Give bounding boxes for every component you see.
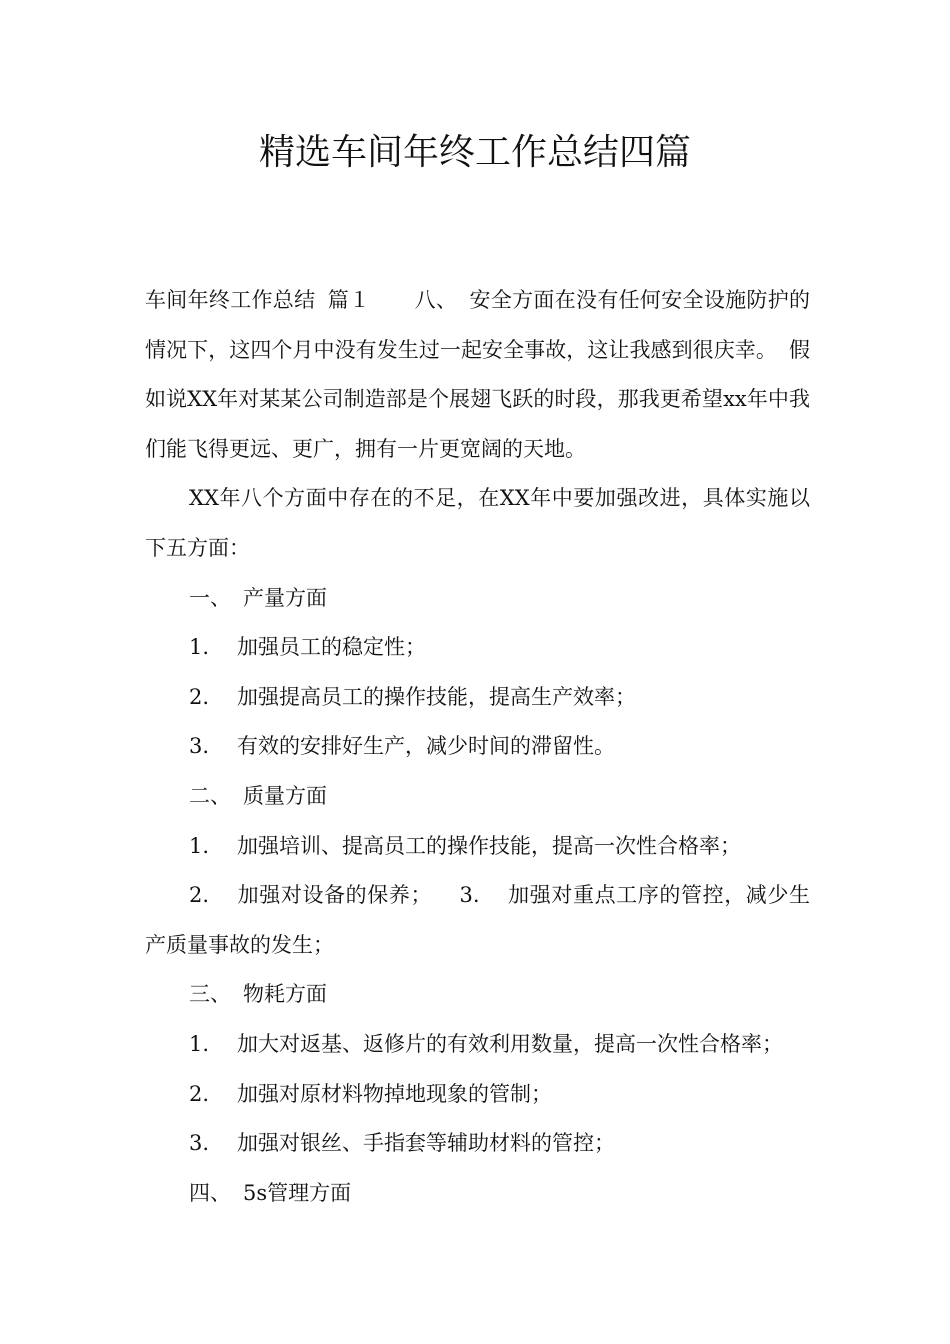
document-title: 精选车间年终工作总结四篇 bbox=[258, 132, 691, 173]
item-number: 3. bbox=[189, 1131, 210, 1156]
list-item bbox=[145, 1070, 810, 1120]
item-text: 加强对设备的保养； bbox=[237, 883, 432, 908]
item-text: 加强员工的稳定性； bbox=[237, 635, 427, 660]
section-marker: 二、 bbox=[189, 783, 231, 808]
section-title: 质量方面 bbox=[243, 783, 327, 808]
section-title: 产量方面 bbox=[243, 585, 327, 610]
section-title: 物耗方面 bbox=[243, 982, 327, 1007]
list-item bbox=[145, 1020, 810, 1070]
summary-paragraph: XX年八个方面中存在的不足，在XX年中要加强改进，具体实施以下五方面： bbox=[145, 486, 810, 560]
item-number: 3. bbox=[459, 883, 480, 908]
item-number: 3. bbox=[189, 734, 210, 759]
item-text: 加大对返基、返修片的有效利用数量，提高一次性合格率； bbox=[237, 1031, 784, 1056]
item-number: 2. bbox=[189, 883, 210, 908]
document-body bbox=[145, 276, 810, 1218]
list-item bbox=[145, 722, 810, 772]
item-text: 加强对银丝、手指套等辅助材料的管控； bbox=[237, 1131, 616, 1156]
section-marker: 四、 bbox=[189, 1180, 231, 1205]
item-number: 2. bbox=[189, 1081, 210, 1106]
item-text: 加强对原材料物掉地现象的管制； bbox=[237, 1081, 553, 1106]
item-text: 有效的安排好生产，减少时间的滞留性。 bbox=[237, 734, 616, 759]
section-marker: 一、 bbox=[189, 585, 231, 610]
item8-text: 安全方面在没有任何安全设施防护的情况下，这四个月中没有发生过一起安全事故，这让我感到很庆幸。 bbox=[145, 288, 811, 362]
section-marker: 三、 bbox=[189, 982, 231, 1007]
item8-marker: 八、 bbox=[414, 288, 458, 312]
list-item bbox=[145, 822, 810, 872]
item-number: 1. bbox=[189, 833, 210, 858]
item-text: 加强提高员工的操作技能，提高生产效率； bbox=[237, 684, 637, 709]
intro-label: 车间年终工作总结 bbox=[145, 288, 316, 312]
intro-piece: 篇１ bbox=[327, 288, 371, 312]
list-item bbox=[145, 871, 810, 970]
item-number: 2. bbox=[189, 684, 210, 709]
section-title: 5s管理方面 bbox=[243, 1180, 352, 1205]
intro-continuation: 假如说XX年对某某公司制造部是个展翅飞跃的时段，那我更希望xx年中我们能飞得更远、更广，拥有一片更宽阔的天地。 bbox=[145, 337, 811, 461]
section-heading bbox=[145, 1169, 810, 1219]
section-heading bbox=[145, 970, 810, 1020]
item-text: 加强培训、提高员工的操作技能，提高一次性合格率； bbox=[237, 833, 742, 858]
list-item bbox=[145, 623, 810, 673]
section-heading bbox=[145, 574, 810, 624]
item-number: 1. bbox=[189, 635, 210, 660]
section-heading bbox=[145, 772, 810, 822]
intro-paragraph bbox=[145, 276, 810, 474]
list-item bbox=[145, 1119, 810, 1169]
list-item bbox=[145, 673, 810, 723]
item-text: 加强对重点工序的管控，减少生产质量事故的发生； bbox=[145, 883, 811, 957]
item-number: 1. bbox=[189, 1031, 210, 1056]
